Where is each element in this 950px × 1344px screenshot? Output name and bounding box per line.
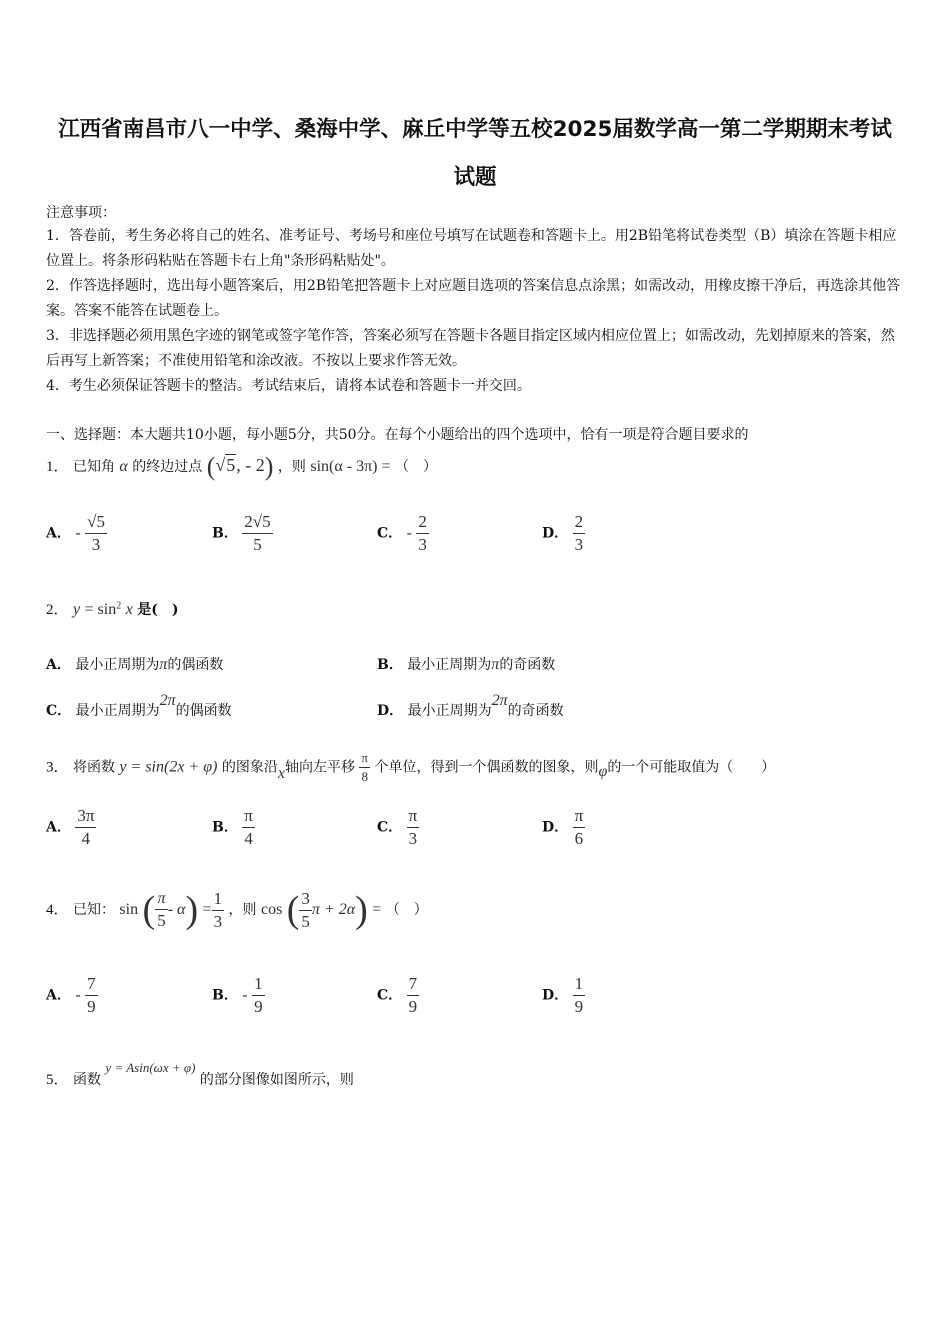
option-fraction [416, 512, 429, 555]
math-sup: 2 [116, 600, 122, 612]
option-fraction [85, 512, 107, 555]
option-label: D． [377, 703, 404, 719]
q1-option-d[interactable] [542, 512, 585, 555]
question-number: 2． [46, 602, 69, 618]
option-text: 的偶函数 [175, 703, 232, 719]
math-2pi: 2π [491, 692, 508, 709]
q2-option-d[interactable] [377, 692, 564, 720]
question-3 [46, 750, 775, 785]
option-text: 的偶函数 [167, 657, 224, 673]
math-pi: π [159, 656, 168, 673]
option-label: D． [542, 987, 569, 1004]
question-4: 4． 已知： sin ( $\frac{\pi}{5}$ - α) = $\frac{1}{3}$ ，则 cos ( $\frac{3}{5}$ π + 2α) = （ ） [46, 888, 428, 931]
fraction-numerator: 2 [418, 512, 427, 531]
q3-option-c[interactable] [377, 806, 419, 849]
fraction-denominator: 6 [573, 827, 586, 849]
math-paren: ( [206, 452, 216, 481]
question-text: （ ） [385, 902, 428, 918]
section-heading: 一、选择题：本大题共10小题，每小题5分，共50分。在每个小题给出的四个选项中，恰有一项是符合题目要求的 [46, 427, 749, 443]
fraction-numerator: π [157, 889, 166, 907]
notes-heading: 注意事项： [46, 205, 116, 221]
fraction-numerator: 2√5 [244, 512, 271, 531]
question-2 [46, 598, 179, 619]
q2-option-a[interactable] [46, 654, 223, 674]
q3-option-a[interactable] [46, 806, 96, 849]
fraction-numerator: 7 [87, 974, 96, 993]
option-fraction [407, 806, 420, 849]
option-label: D． [542, 525, 569, 542]
fraction-numerator: √5 [87, 512, 105, 531]
q1-option-b[interactable] [212, 512, 273, 555]
note-item-3: 3．非选择题必须用黑色字迹的钢笔或签字笔作答，答案必须写在答题卡各题目指定区域内相应位置上；如需改动，先划掉原来的答案，然后再写上新答案；不准使用铅笔和涂改液。不按以上要求作答无效。 [46, 328, 895, 369]
q1-option-c[interactable] [377, 512, 429, 555]
note-item-4: 4．考生必须保证答题卡的整洁。考试结束后，请将本试卷和答题卡一并交回。 [46, 378, 531, 394]
question-text: 的终边过点 [132, 459, 203, 475]
fraction-denominator: 3 [574, 535, 584, 554]
fraction-denominator: 4 [242, 827, 255, 849]
option-label: C． [377, 525, 403, 542]
q4-option-c[interactable] [377, 974, 419, 1017]
option-fraction [242, 512, 272, 555]
note-item-2: 2．作答选择题时，选出每小题答案后，用2B铅笔把答题卡上对应题目选项的答案信息点涂黑；如需改动，用橡皮擦干净后，再选涂其他答案。答案不能答在试题卷上。 [46, 278, 901, 319]
math-root: 5 [226, 455, 236, 475]
fraction-numerator: 1 [574, 974, 584, 993]
math-expression: sin(α - 3π) = [310, 458, 391, 475]
fraction-denominator: 3 [407, 827, 420, 849]
math-2pi: 2π [159, 692, 176, 709]
fraction-numerator: π [408, 806, 418, 825]
math-expression: y = Asin(ωx + φ) [105, 1060, 196, 1075]
math-expression: y = sin(2x + φ) [119, 758, 218, 776]
math-rest: π + 2α [311, 901, 356, 918]
fraction-denominator: 9 [87, 997, 96, 1016]
fraction-numerator: 1 [213, 888, 223, 908]
math-alpha: α [119, 458, 128, 475]
exam-title-line2: 试题 [453, 165, 497, 190]
option-text: 的奇函数 [507, 703, 564, 719]
math-cos: cos [260, 901, 283, 918]
fraction-denominator: 4 [75, 827, 96, 849]
option-label: C． [377, 819, 403, 836]
question-number: 1． [46, 459, 69, 475]
option-fraction [75, 806, 96, 849]
option-fraction [573, 512, 586, 555]
question-text: 轴向左平移 [284, 759, 355, 776]
math-x: x [125, 601, 133, 618]
math-pi: π [491, 656, 500, 673]
question-text: 的部分图像如图所示，则 [199, 1072, 354, 1088]
option-label: A． [46, 987, 71, 1004]
question-5 [46, 1060, 354, 1089]
question-text: 函数 [72, 1072, 101, 1088]
fraction-numerator: 3π [77, 806, 95, 825]
fraction-denominator: 8 [359, 767, 370, 785]
option-sign: - [75, 986, 81, 1004]
option-label: B． [377, 657, 403, 673]
math-rest: - α [167, 901, 186, 918]
option-fraction [85, 974, 98, 1017]
option-sign: - [242, 986, 248, 1004]
question-1: 1． 已知角 α 的终边过点 (√5, - 2) ，则 sin(α - 3π) = （ ） [46, 452, 437, 481]
option-label: A． [46, 657, 71, 673]
question-text: ，则 [228, 902, 257, 918]
option-label: B． [212, 819, 238, 836]
option-fraction [242, 806, 255, 849]
fraction-numerator: π [574, 806, 584, 825]
option-fraction [573, 806, 586, 849]
question-number: 5． [46, 1072, 69, 1088]
math-sin: sin [119, 901, 139, 918]
fraction-denominator: 5 [157, 910, 166, 930]
question-text: ，则 [277, 459, 306, 475]
option-text: 最小正周期为 [407, 703, 492, 719]
question-text: 已知角 [72, 459, 115, 475]
question-text: （ ） [394, 459, 437, 475]
q1-option-a[interactable] [46, 512, 107, 555]
math-point-rest: , - 2 [236, 455, 265, 475]
option-fraction [252, 974, 265, 1017]
math-y: y [72, 601, 81, 618]
fraction-numerator: 7 [408, 974, 418, 993]
option-label: C． [46, 703, 72, 719]
fraction-denominator: 3 [85, 533, 107, 555]
q4-option-d[interactable] [542, 974, 585, 1017]
fraction-numerator: π [244, 806, 253, 825]
angle-fraction [299, 889, 312, 932]
fraction-denominator: 5 [242, 533, 272, 555]
option-text: 的奇函数 [499, 657, 556, 673]
math-paren: ) [264, 452, 274, 481]
option-sign: - [75, 524, 81, 542]
question-text: 已知： [72, 902, 115, 918]
question-number: 4． [46, 902, 69, 918]
fraction-numerator: 2 [574, 512, 584, 531]
math-sin: = sin [84, 601, 117, 618]
option-label: C． [377, 987, 403, 1004]
fraction-denominator: 9 [408, 997, 418, 1016]
q2-option-c[interactable] [46, 692, 232, 720]
option-label: B． [212, 987, 238, 1004]
question-text: 个单位，得到一个偶函数的图象，则 [374, 759, 599, 776]
option-fraction [573, 974, 586, 1017]
fraction-denominator: 9 [574, 997, 584, 1016]
q3-option-d[interactable] [542, 806, 585, 849]
fraction-denominator: 3 [213, 911, 223, 931]
math-eq: = [372, 901, 382, 918]
question-text: 的图象沿 [221, 759, 278, 776]
fraction-numerator: π [361, 750, 368, 765]
option-sign: - [406, 524, 412, 542]
question-number: 3． [46, 759, 69, 776]
exam-title-line1: 江西省南昌市八一中学、桑海中学、麻丘中学等五校2025届数学高一第二学期期末考试 [58, 117, 892, 142]
fraction-denominator: 5 [301, 911, 310, 931]
option-label: D． [542, 819, 569, 836]
question-text: 将函数 [72, 759, 115, 776]
option-text: 最小正周期为 [407, 657, 492, 673]
q2-option-b[interactable] [377, 654, 555, 674]
math-eq: = [202, 901, 212, 918]
option-label: A． [46, 819, 71, 836]
math-phi: φ [598, 762, 608, 780]
q3-option-b[interactable] [212, 806, 255, 849]
option-text: 最小正周期为 [75, 703, 160, 719]
math-x: x [277, 764, 285, 782]
note-item-1: 1．答卷前，考生务必将自己的姓名、准考证号、考场号和座位号填写在试题卷和答题卡上。用2B铅笔将试卷类型（B）填涂在答题卡相应位置上。将条形码粘贴在答题卡右上角"条形码粘贴处"。 [46, 228, 897, 269]
fraction-denominator: 3 [418, 535, 427, 554]
option-fraction [407, 974, 420, 1017]
fraction-denominator: 9 [254, 997, 263, 1016]
question-text: 是( ) [137, 602, 179, 618]
fraction-numerator: 3 [301, 888, 310, 908]
fraction-numerator: 1 [254, 974, 263, 993]
shift-fraction [359, 750, 370, 785]
q4-option-a[interactable] [46, 974, 98, 1017]
question-text: 的一个可能取值为（ ） [607, 759, 776, 776]
option-label: B． [212, 525, 238, 542]
option-text: 最小正周期为 [75, 657, 160, 673]
q4-option-b[interactable] [212, 974, 265, 1017]
value-fraction [212, 889, 225, 932]
option-label: A． [46, 525, 71, 542]
angle-fraction [155, 890, 168, 931]
